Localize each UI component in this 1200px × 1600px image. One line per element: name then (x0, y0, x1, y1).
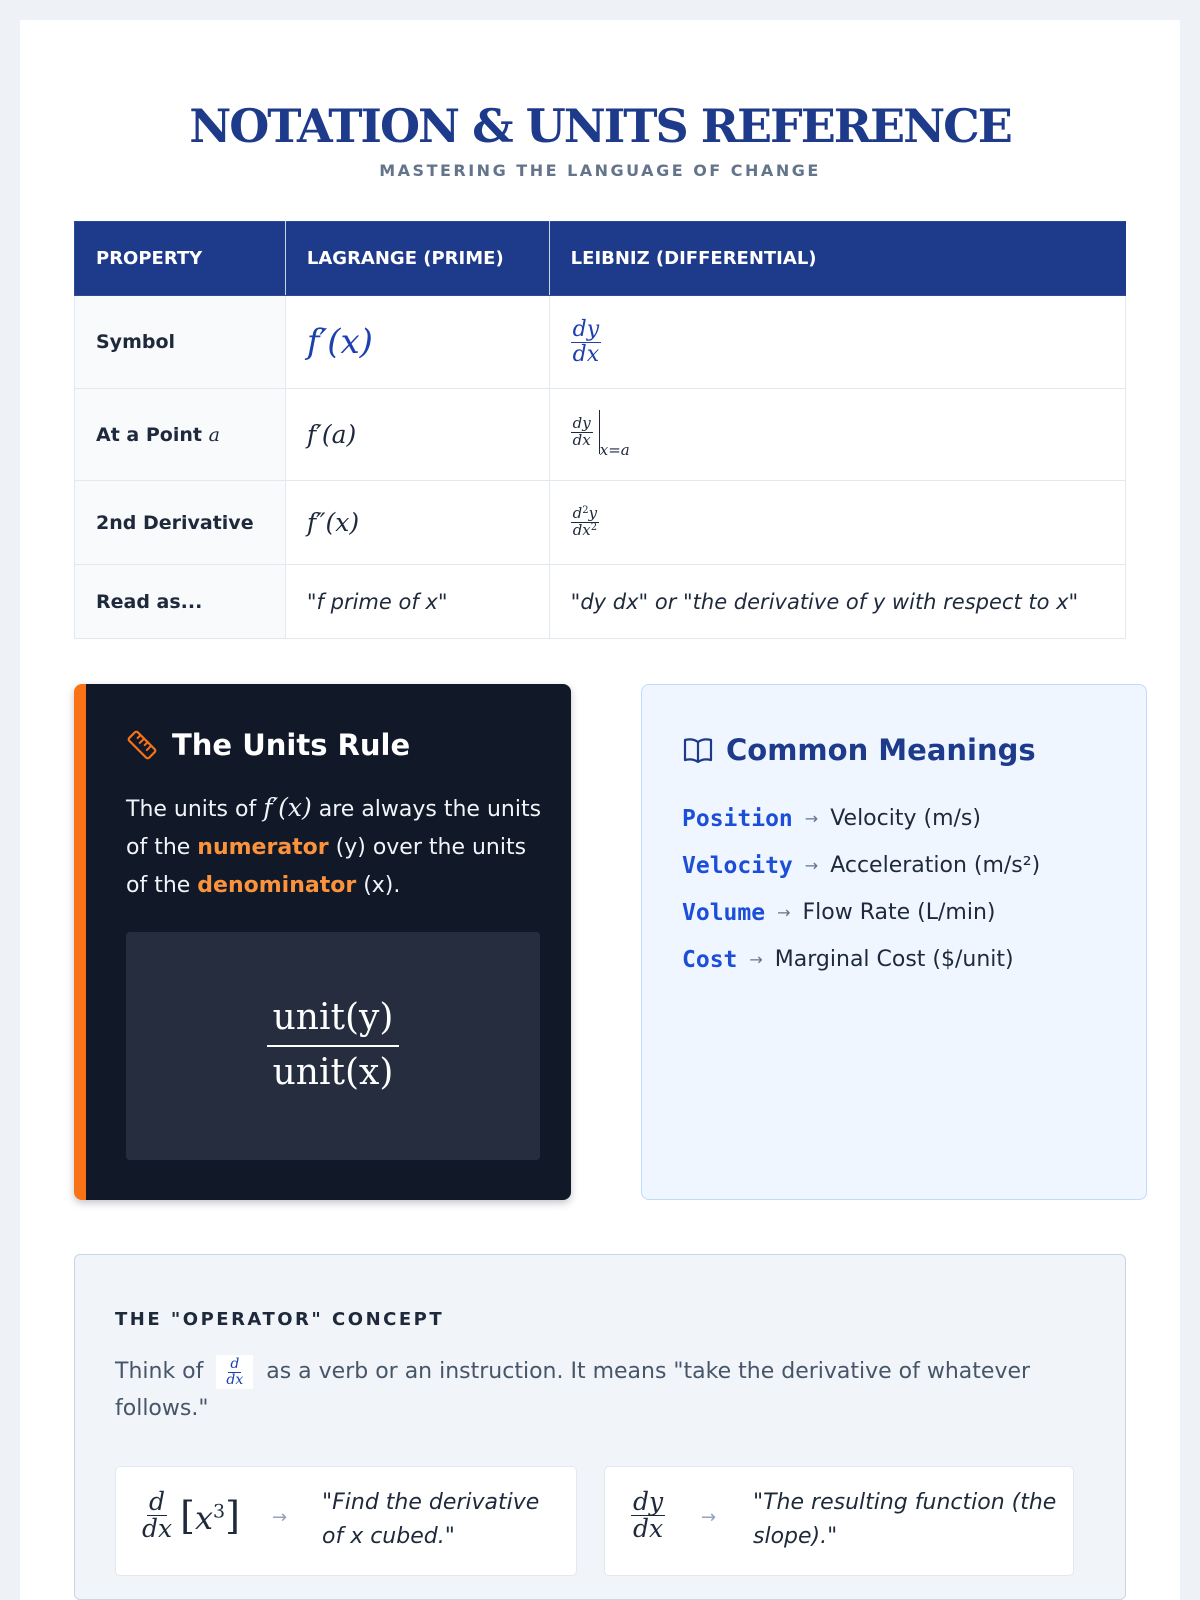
lagrange-cell (285, 565, 549, 639)
meaning-result: Marginal Cost ($/unit) (774, 947, 1014, 972)
fraction-denominator: dx (572, 341, 600, 367)
chip-numerator: d (230, 1355, 240, 1372)
lagrange-symbol: f′(a) (306, 420, 357, 449)
common-meanings-title: Common Meanings (726, 733, 1036, 767)
fraction-numerator: dy (633, 1487, 664, 1516)
table-row (75, 481, 1126, 565)
units-formula (267, 994, 400, 1097)
fraction-denominator: dx (142, 1514, 173, 1544)
fraction-numerator: d (149, 1487, 166, 1516)
numerator-d: d (572, 504, 583, 523)
operator-concept-text (115, 1353, 1045, 1427)
units-rule-card (74, 684, 571, 1200)
lagrange-cell (285, 389, 549, 481)
property-cell: Symbol (75, 296, 286, 389)
arrow-right-icon: → (804, 809, 819, 828)
fraction-denominator: dx (633, 1514, 664, 1544)
leibniz-fraction (571, 413, 593, 449)
example-fraction (631, 1489, 665, 1543)
column-header-leibniz: LEIBNIZ (DIFFERENTIAL) (549, 222, 1125, 296)
meanings-list (682, 795, 1040, 983)
lagrange-cell (285, 296, 549, 389)
units-text-part: The units of (126, 797, 264, 822)
arrow-right-icon: → (701, 1507, 717, 1528)
meaning-term: Velocity (682, 852, 793, 879)
units-text-part: (y) over the units of the (126, 835, 527, 898)
lagrange-symbol: f″(x) (306, 508, 360, 537)
meaning-result: Acceleration (m/s²) (830, 853, 1041, 878)
property-cell: Read as... (75, 565, 286, 639)
operator-example-card (604, 1466, 1074, 1576)
property-cell: 2nd Derivative (75, 481, 286, 565)
reference-page (20, 20, 1180, 1600)
table-header-row (75, 222, 1126, 296)
evaluation-point: x=a (599, 441, 630, 459)
arrow-right-icon: → (272, 1507, 288, 1528)
denominator-exponent: 2 (590, 522, 598, 533)
notation-table (74, 221, 1126, 639)
denominator-dx: dx (572, 521, 591, 539)
list-item (682, 842, 1040, 889)
units-rule-text (126, 789, 546, 905)
meaning-term: Volume (682, 899, 766, 926)
arrow-right-icon: → (749, 950, 763, 969)
ruler-icon (126, 729, 158, 761)
leibniz-cell (549, 565, 1125, 639)
example-description: "Find the derivative of x cubed." (322, 1490, 540, 1549)
argument-base: x (194, 1498, 213, 1537)
list-item (682, 889, 1040, 936)
denominator-highlight: denominator (197, 873, 357, 898)
example-description: "The resulting function (the slope)." (753, 1490, 1057, 1549)
leibniz-cell (549, 481, 1125, 565)
page-subtitle: MASTERING THE LANGUAGE OF CHANGE (379, 161, 821, 180)
operator-concept-label: THE "OPERATOR" CONCEPT (115, 1309, 445, 1330)
meaning-term: Cost (682, 946, 738, 973)
units-rule-title: The Units Rule (172, 728, 411, 762)
read-as-lagrange: "f prime of x" (306, 589, 448, 614)
example-argument: $[x^3]$ (180, 1493, 240, 1538)
lagrange-symbol: f′(x) (306, 322, 373, 362)
page-title: NOTATION & UNITS REFERENCE (189, 99, 1011, 153)
operator-text-part: as a verb or an instruction. It means "take the derivative of whatever follows." (115, 1359, 1031, 1421)
meaning-result: Velocity (m/s) (830, 806, 981, 831)
property-variable: a (208, 423, 220, 446)
meaning-term: Position (682, 805, 793, 832)
leibniz-fraction (571, 506, 599, 539)
table-row (75, 296, 1126, 389)
fraction-numerator: dy (572, 317, 600, 343)
lagrange-cell (285, 481, 549, 565)
numerator-highlight: numerator (197, 835, 329, 860)
book-open-icon (682, 734, 714, 766)
column-header-property: PROPERTY (75, 222, 286, 296)
list-item (682, 936, 1040, 983)
formula-numerator: unit(y) (267, 994, 400, 1047)
column-header-lagrange: LAGRANGE (PRIME) (285, 222, 549, 296)
table-row (75, 565, 1126, 639)
leibniz-fraction (571, 318, 602, 365)
numerator-y: y (588, 504, 598, 523)
units-formula-box (126, 932, 540, 1160)
meaning-result: Flow Rate (L/min) (802, 900, 996, 925)
operator-concept-section (74, 1254, 1126, 1600)
units-rule-header (126, 728, 410, 762)
fraction-numerator: dy (572, 413, 591, 432)
arrow-right-icon: → (804, 856, 819, 875)
example-fraction (140, 1489, 174, 1543)
fraction-denominator: dx (572, 430, 591, 449)
operator-example-card (115, 1466, 577, 1576)
property-cell (75, 389, 286, 481)
list-item (682, 795, 1040, 842)
operator-chip (216, 1355, 253, 1389)
fraction-denominator (571, 523, 599, 539)
leibniz-cell (549, 296, 1125, 389)
chip-denominator: dx (226, 1371, 244, 1388)
units-math-symbol: f′(x) (263, 793, 312, 822)
formula-denominator: unit(x) (272, 1052, 394, 1093)
arrow-right-icon: → (777, 903, 791, 922)
common-meanings-card (641, 684, 1147, 1200)
table-row (75, 389, 1126, 481)
common-meanings-header (682, 733, 1036, 767)
numerator-exponent: 2 (582, 505, 589, 517)
units-text-part: (x). (356, 873, 401, 898)
leibniz-cell (549, 389, 1125, 481)
example-expression (631, 1489, 665, 1543)
read-as-leibniz: "dy dx" or "the derivative of y with respect to x" (570, 589, 1079, 614)
argument-exponent: 3 (212, 1500, 226, 1523)
property-label: At a Point (96, 423, 202, 446)
example-expression (140, 1489, 240, 1543)
units-text-part: are always the units of the (126, 797, 542, 860)
operator-text-part: Think of (115, 1359, 211, 1384)
